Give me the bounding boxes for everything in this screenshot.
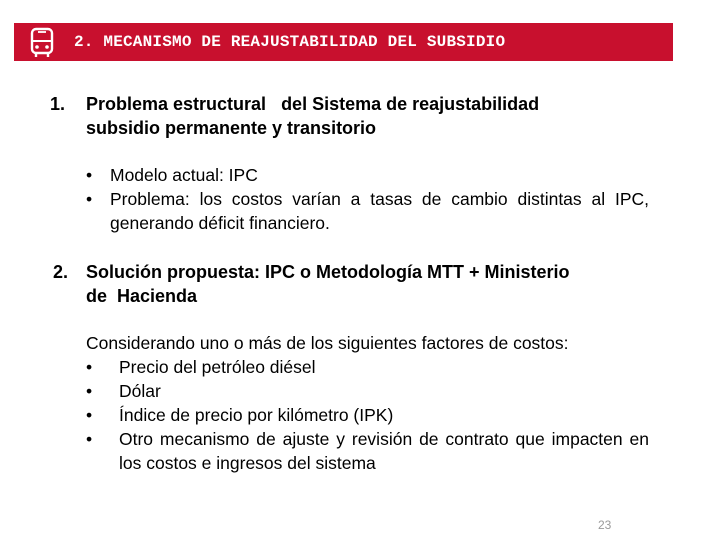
bullet-text: Modelo actual: IPC <box>110 165 258 185</box>
bullet-text: Dólar <box>119 381 161 401</box>
bullet-text: Índice de precio por kilómetro (IPK) <box>119 405 394 425</box>
section-2-heading <box>86 260 649 308</box>
section-1-number: 1. <box>50 94 66 114</box>
bullet-marker: • <box>86 381 93 401</box>
section-2-number: 2. <box>53 262 69 282</box>
section-1-heading-line2: subsidio permanente y transitorio <box>86 118 377 138</box>
section-1-heading-line1: Problema estructural del Sistema de reajustabilidad <box>86 94 540 114</box>
page-number: 23 <box>598 518 612 532</box>
bullet-marker: • <box>86 165 93 185</box>
section-2-factors <box>86 331 649 475</box>
bullet-marker: • <box>86 405 93 425</box>
section-2-heading-line2: de Hacienda <box>86 286 198 306</box>
section-1-bullet-list <box>86 163 649 235</box>
section-2-intro: Considerando uno o más de los siguientes factores de costos: <box>86 333 569 353</box>
bullet-text: Otro mecanismo de ajuste y revisión de contrato que impacten en los costos e ingresos del sistema <box>119 429 649 473</box>
list-item <box>86 163 649 187</box>
bullet-marker: • <box>86 429 93 449</box>
bullet-marker: • <box>86 189 93 209</box>
slide-header-bar <box>14 23 673 61</box>
section-2-heading-line1: Solución propuesta: IPC o Metodología MTT + Ministerio <box>86 262 570 282</box>
bullet-text: Precio del petróleo diésel <box>119 357 316 377</box>
page-title: 2. MECANISMO DE REAJUSTABILIDAD DEL SUBSIDIO <box>74 33 506 51</box>
bus-icon <box>30 27 54 59</box>
list-item <box>86 355 649 379</box>
bullet-text: Problema: los costos varían a tasas de cambio distintas al IPC, generando déficit financiero. <box>110 189 649 233</box>
section-1-heading <box>86 92 649 140</box>
list-item <box>86 187 649 235</box>
bullet-marker: • <box>86 357 93 377</box>
list-item <box>86 403 649 427</box>
list-item <box>86 379 649 403</box>
list-item <box>86 427 649 475</box>
